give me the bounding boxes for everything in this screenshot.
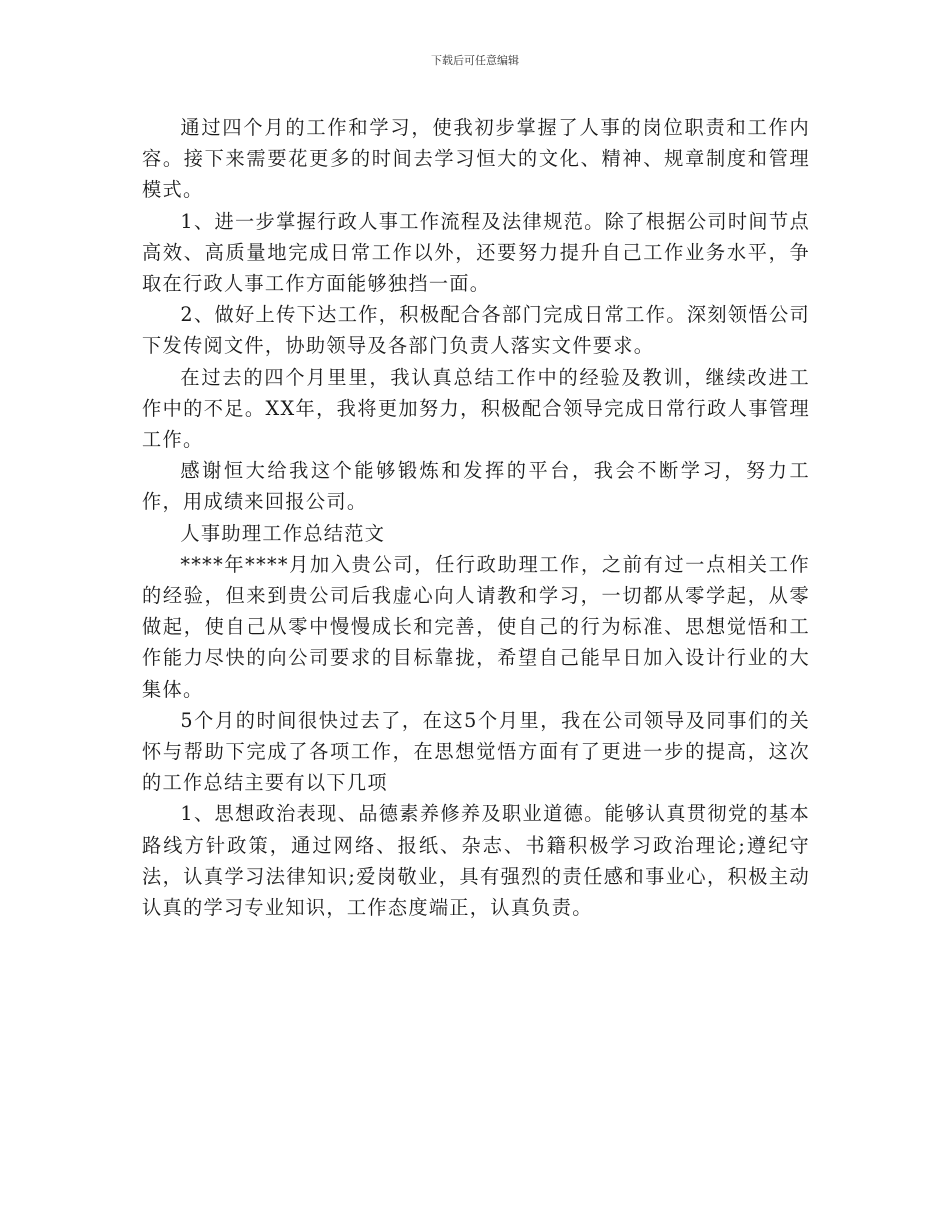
paragraph-join: ****年****月加入贵公司，任行政助理工作，之前有过一点相关工作的经验，但来到贵公司后我虚心向人请教和学习，一切都从零学起，从零做起，使自己从零中慢慢成长和完善，使自己的行为标准、思想觉悟和工作能力尽快的向公司要求的目标靠拢，希望自己能早日加入设计行业的大集体。: [142, 552, 810, 701]
page-header-note: 下载后可任意编辑: [431, 54, 519, 67]
section-heading: 人事助理工作总结范文: [180, 521, 386, 545]
paragraph-ethics: 1、思想政治表现、品德素养修养及职业道德。能够认真贯彻党的基本路线方针政策，通过网络、报纸、杂志、书籍积极学习政治理论;遵纪守法，认真学习法律知识;爱岗敬业，具有强烈的责任感和事业心，积极主动认真的学习专业知识，工作态度端正，认真负责。: [142, 802, 810, 920]
paragraph-reflection: 在过去的四个月里里，我认真总结工作中的经验及教训，继续改进工作中的不足。XX年，我将更加努力，积极配合领导完成日常行政人事管理工作。: [142, 365, 810, 452]
paragraph-thanks: 感谢恒大给我这个能够锻炼和发挥的平台，我会不断学习，努力工作，用成绩来回报公司。: [142, 459, 810, 514]
document-body: [142, 112, 810, 923]
paragraph-intro: 通过四个月的工作和学习，使我初步掌握了人事的岗位职责和工作内容。接下来需要花更多的时间去学习恒大的文化、精神、规章制度和管理模式。: [142, 116, 810, 202]
paragraph-item-2: 2、做好上传下达工作，积极配合各部门完成日常工作。深刻领悟公司下发传阅文件，协助领导及各部门负责人落实文件要求。: [142, 303, 810, 358]
paragraph-five-months: 5个月的时间很快过去了，在这5个月里，我在公司领导及同事们的关怀与帮助下完成了各项工作，在思想觉悟方面有了更进一步的提高，这次的工作总结主要有以下几项: [142, 708, 810, 795]
paragraph-item-1: 1、进一步掌握行政人事工作流程及法律规范。除了根据公司时间节点高效、高质量地完成日常工作以外，还要努力提升自己工作业务水平，争取在行政人事工作方面能够独挡一面。: [142, 209, 810, 296]
